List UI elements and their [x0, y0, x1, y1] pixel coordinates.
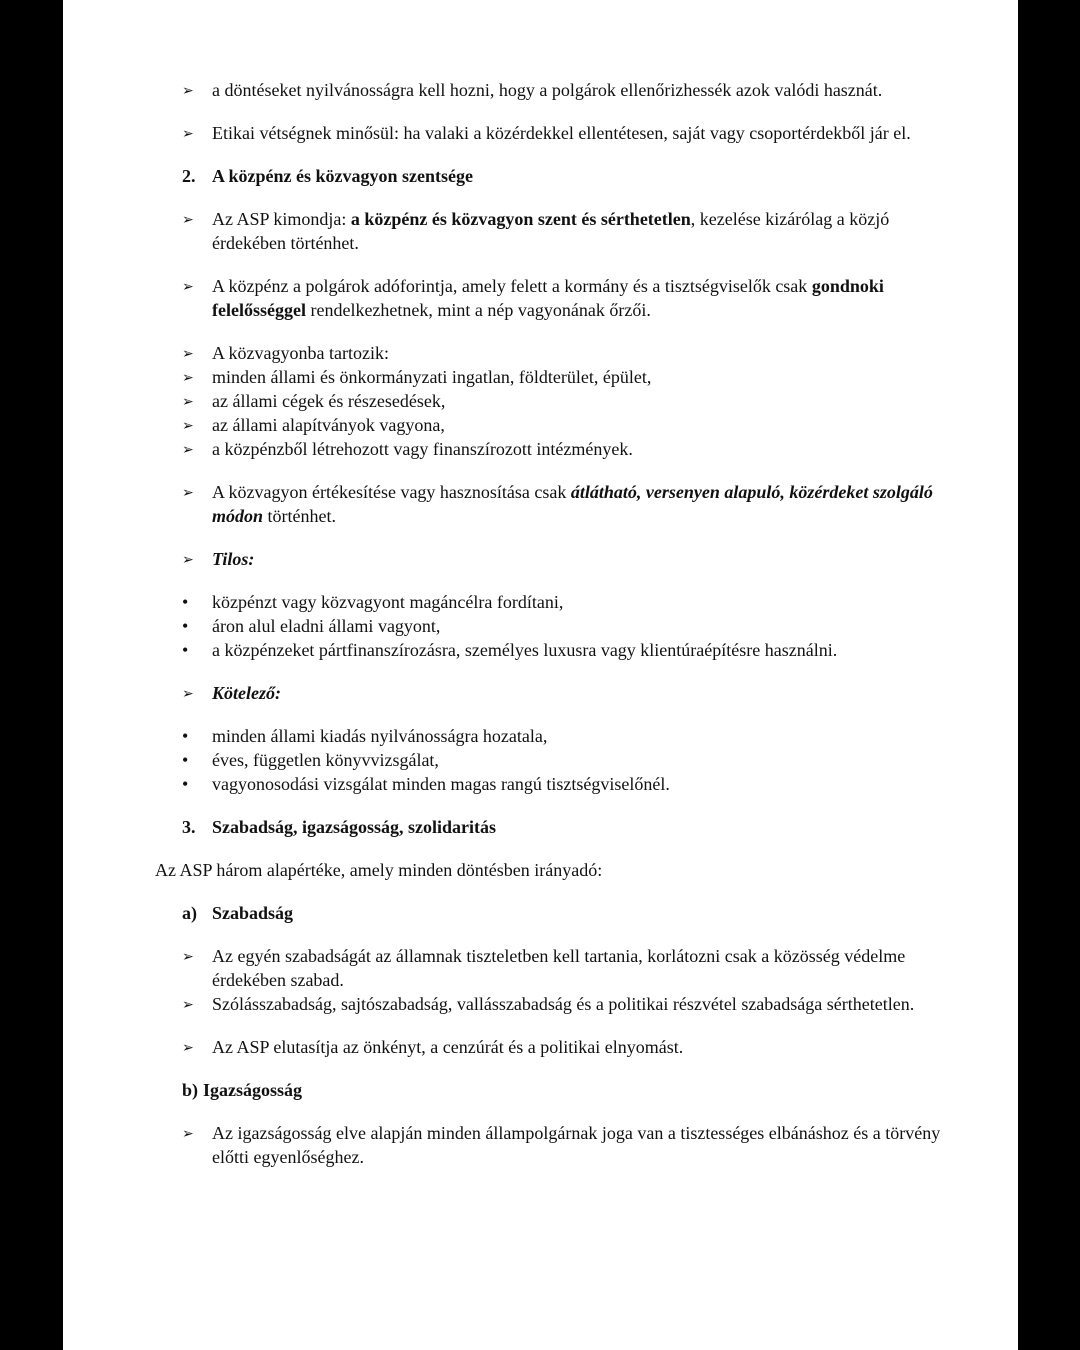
text-segment: Szólásszabadság, sajtószabadság, vallásszabadság és a politikai részvétel szabadsága sérthetetlen.: [212, 994, 915, 1014]
section-number: 3.: [182, 817, 196, 837]
text-segment: Tilos:: [212, 549, 255, 569]
section-heading: [63, 815, 1018, 839]
text-segment: éves, független könyvvizsgálat,: [212, 750, 439, 770]
text-segment: , kezelése kizárólag a közjó érdekében történhet.: [212, 209, 894, 253]
text-segment: Etikai vétségnek minősül: ha valaki a közérdekkel ellentétesen, saját vagy csoportérdekből jár el.: [212, 123, 911, 143]
arrow-bullet-icon: ➢: [182, 418, 194, 434]
text-segment: Szabadság, igazságosság, szolidaritás: [212, 817, 497, 837]
sub-heading: [63, 901, 1018, 925]
document-page: [63, 0, 1018, 1350]
text-segment: Az egyén szabadságát az államnak tiszteletben kell tartania, korlátozni csak a közösség védelme érdekében szabad.: [212, 946, 910, 990]
text-segment: a közpénz és közvagyon szent és sérthetetlen: [350, 209, 691, 229]
list-item: [63, 437, 1018, 461]
text-segment: A közvagyon értékesítése vagy hasznosítása csak: [212, 482, 571, 502]
arrow-bullet-icon: ➢: [182, 83, 194, 99]
text-segment: áron alul eladni állami vagyont,: [212, 616, 441, 636]
list-item: [63, 389, 1018, 413]
text-segment: A közpénz és közvagyon szentsége: [212, 166, 473, 186]
text-segment: Az ASP három alapértéke, amely minden döntésben irányadó:: [155, 860, 603, 880]
text-segment: Szabadság: [212, 903, 294, 923]
text-segment: Az ASP kimondja:: [212, 209, 351, 229]
dot-bullet-icon: •: [182, 592, 189, 612]
text-segment: az állami cégek és részesedések,: [212, 391, 446, 411]
dot-bullet-icon: •: [182, 640, 189, 660]
text-segment: átlátható, versenyen alapuló, közérdeket szolgáló módon: [212, 482, 938, 526]
text-segment: a közpénzből létrehozott vagy finanszírozott intézmények.: [212, 439, 633, 459]
text-segment: a döntéseket nyilvánosságra kell hozni, hogy a polgárok ellenőrizhessék azok valódi hasznát.: [212, 80, 883, 100]
list-item: [63, 365, 1018, 389]
list-item: [63, 638, 1018, 662]
list-item: [63, 1121, 1018, 1169]
arrow-bullet-icon: ➢: [182, 1126, 194, 1142]
text-segment: a közpénzeket pártfinanszírozásra, személyes luxusra vagy klientúraépítésre használni.: [212, 640, 838, 660]
list-item: [63, 772, 1018, 796]
arrow-bullet-icon: ➢: [182, 370, 194, 386]
list-item: [63, 992, 1018, 1016]
list-item: [63, 121, 1018, 145]
document-content: [63, 78, 1018, 1188]
list-item: [63, 944, 1018, 992]
text-segment: Az igazságosság elve alapján minden állampolgárnak joga van a tisztességes elbánáshoz és a törvény előtti egyenlőséghez.: [212, 1123, 945, 1167]
dot-bullet-icon: •: [182, 750, 189, 770]
section-number: 2.: [182, 166, 196, 186]
dot-bullet-icon: •: [182, 774, 189, 794]
text-segment: az állami alapítványok vagyona,: [212, 415, 445, 435]
list-item: [63, 724, 1018, 748]
dot-bullet-icon: •: [182, 726, 189, 746]
arrow-bullet-icon: ➢: [182, 686, 194, 702]
list-item: [63, 590, 1018, 614]
list-item: [63, 614, 1018, 638]
text-segment: vagyonosodási vizsgálat minden magas rangú tisztségviselőnél.: [212, 774, 670, 794]
list-item: [63, 480, 1018, 528]
list-item: [63, 274, 1018, 322]
arrow-bullet-icon: ➢: [182, 442, 194, 458]
list-item: [63, 681, 1018, 705]
dot-bullet-icon: •: [182, 616, 189, 636]
arrow-bullet-icon: ➢: [182, 485, 194, 501]
text-segment: rendelkezhetnek, mint a nép vagyonának őrzői.: [305, 300, 651, 320]
text-segment: minden állami és önkormányzati ingatlan, földterület, épület,: [212, 367, 652, 387]
list-item: [63, 748, 1018, 772]
text-segment: A közpénz a polgárok adóforintja, amely felett a kormány és a tisztségviselők csak: [212, 276, 812, 296]
text-segment: Igazságosság: [203, 1080, 303, 1100]
arrow-bullet-icon: ➢: [182, 394, 194, 410]
arrow-bullet-icon: ➢: [182, 949, 194, 965]
list-item: [63, 78, 1018, 102]
arrow-bullet-icon: ➢: [182, 126, 194, 142]
list-letter: b): [182, 1080, 199, 1100]
sub-heading: [63, 1078, 1018, 1102]
arrow-bullet-icon: ➢: [182, 279, 194, 295]
arrow-bullet-icon: ➢: [182, 346, 194, 362]
arrow-bullet-icon: ➢: [182, 1040, 194, 1056]
text-segment: minden állami kiadás nyilvánosságra hozatala,: [212, 726, 548, 746]
list-item: [63, 1035, 1018, 1059]
list-item: [63, 341, 1018, 365]
arrow-bullet-icon: ➢: [182, 997, 194, 1013]
text-segment: történhet.: [263, 506, 336, 526]
list-letter: a): [182, 903, 197, 923]
arrow-bullet-icon: ➢: [182, 212, 194, 228]
text-segment: Kötelező:: [212, 683, 281, 703]
list-item: [63, 207, 1018, 255]
list-item: [63, 547, 1018, 571]
text-segment: közpénzt vagy közvagyont magáncélra fordítani,: [212, 592, 564, 612]
paragraph: [63, 858, 1018, 882]
text-segment: A közvagyonba tartozik:: [212, 343, 389, 363]
arrow-bullet-icon: ➢: [182, 552, 194, 568]
text-segment: Az ASP elutasítja az önkényt, a cenzúrát és a politikai elnyomást.: [212, 1037, 684, 1057]
section-heading: [63, 164, 1018, 188]
list-item: [63, 413, 1018, 437]
text-segment: gondnoki felelősséggel: [212, 276, 889, 320]
